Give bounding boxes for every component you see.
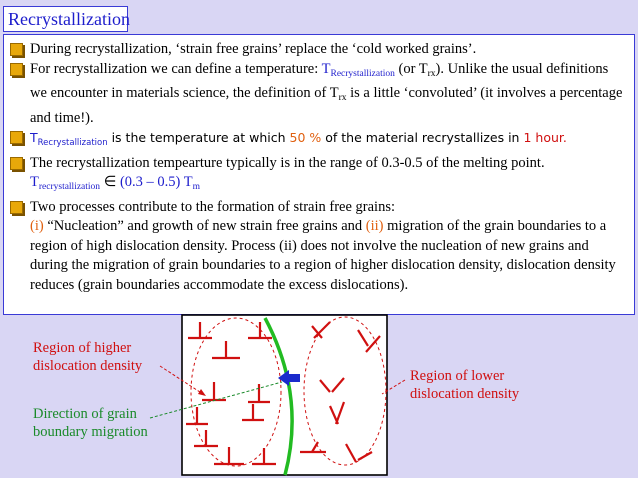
bullet-3-text-b: of the material recrystallizes in bbox=[321, 130, 524, 145]
percentage-value: 50 % bbox=[289, 130, 322, 145]
bullet-2-text-c: ). Unlike the usual definitions we encounter in materials science, the definition of T bbox=[30, 60, 609, 101]
bullet-2-text-a: For recrystallization we can define a temperature: bbox=[30, 60, 322, 77]
migration-direction-label: Direction of grain boundary migration bbox=[33, 406, 148, 440]
slide-title: Recrystallization bbox=[3, 6, 128, 32]
bullet-4-text: The recrystallization tempearture typically is in the range of 0.3-0.5 of the melting point. bbox=[30, 154, 545, 171]
bullet-5-text: Two processes contribute to the formation of strain free grains: bbox=[30, 198, 395, 215]
bullet-3-text-a: is the temperature at which bbox=[107, 130, 290, 145]
rx-subscript: rx bbox=[338, 93, 347, 103]
diagram-frame bbox=[182, 315, 387, 475]
rx-subscript: rx bbox=[427, 68, 436, 79]
t-recrystallization-symbol: $T_{Recrystallization}$ bbox=[321, 60, 395, 79]
t-recrystallization-symbol: $T_{Recrystallization}$ bbox=[30, 130, 108, 148]
bullet-2-text-d: is a little ‘convoluted’ (it involves a percentage and time!). bbox=[30, 85, 623, 126]
temperature-range-formula: $T_{recrystallization}$ ∈ (0.3 – 0.5) $T_m$ bbox=[30, 174, 200, 192]
lower-density-label: Region of lower dislocation density bbox=[410, 368, 520, 402]
bullet-2-text-b: (or T bbox=[394, 60, 428, 77]
bullet-1-text: During recrystallization, ‘strain free grains’ replace the ‘cold worked grains’. bbox=[30, 41, 477, 57]
bullet-5-detail: (i) “Nucleation” and growth of new strain free grains and (ii) migration of the grain boundaries to a region of high dislocation density. Process (ii) does not involve the nucleation of new grains and during the migration of grain boundaries to a region of higher dislocation density, dislocation density reduces (grain boundaries accommodate the excess dislocations). bbox=[30, 218, 616, 293]
higher-density-label: Region of higher dislocation density bbox=[33, 340, 143, 374]
time-value: 1 hour. bbox=[523, 130, 567, 145]
